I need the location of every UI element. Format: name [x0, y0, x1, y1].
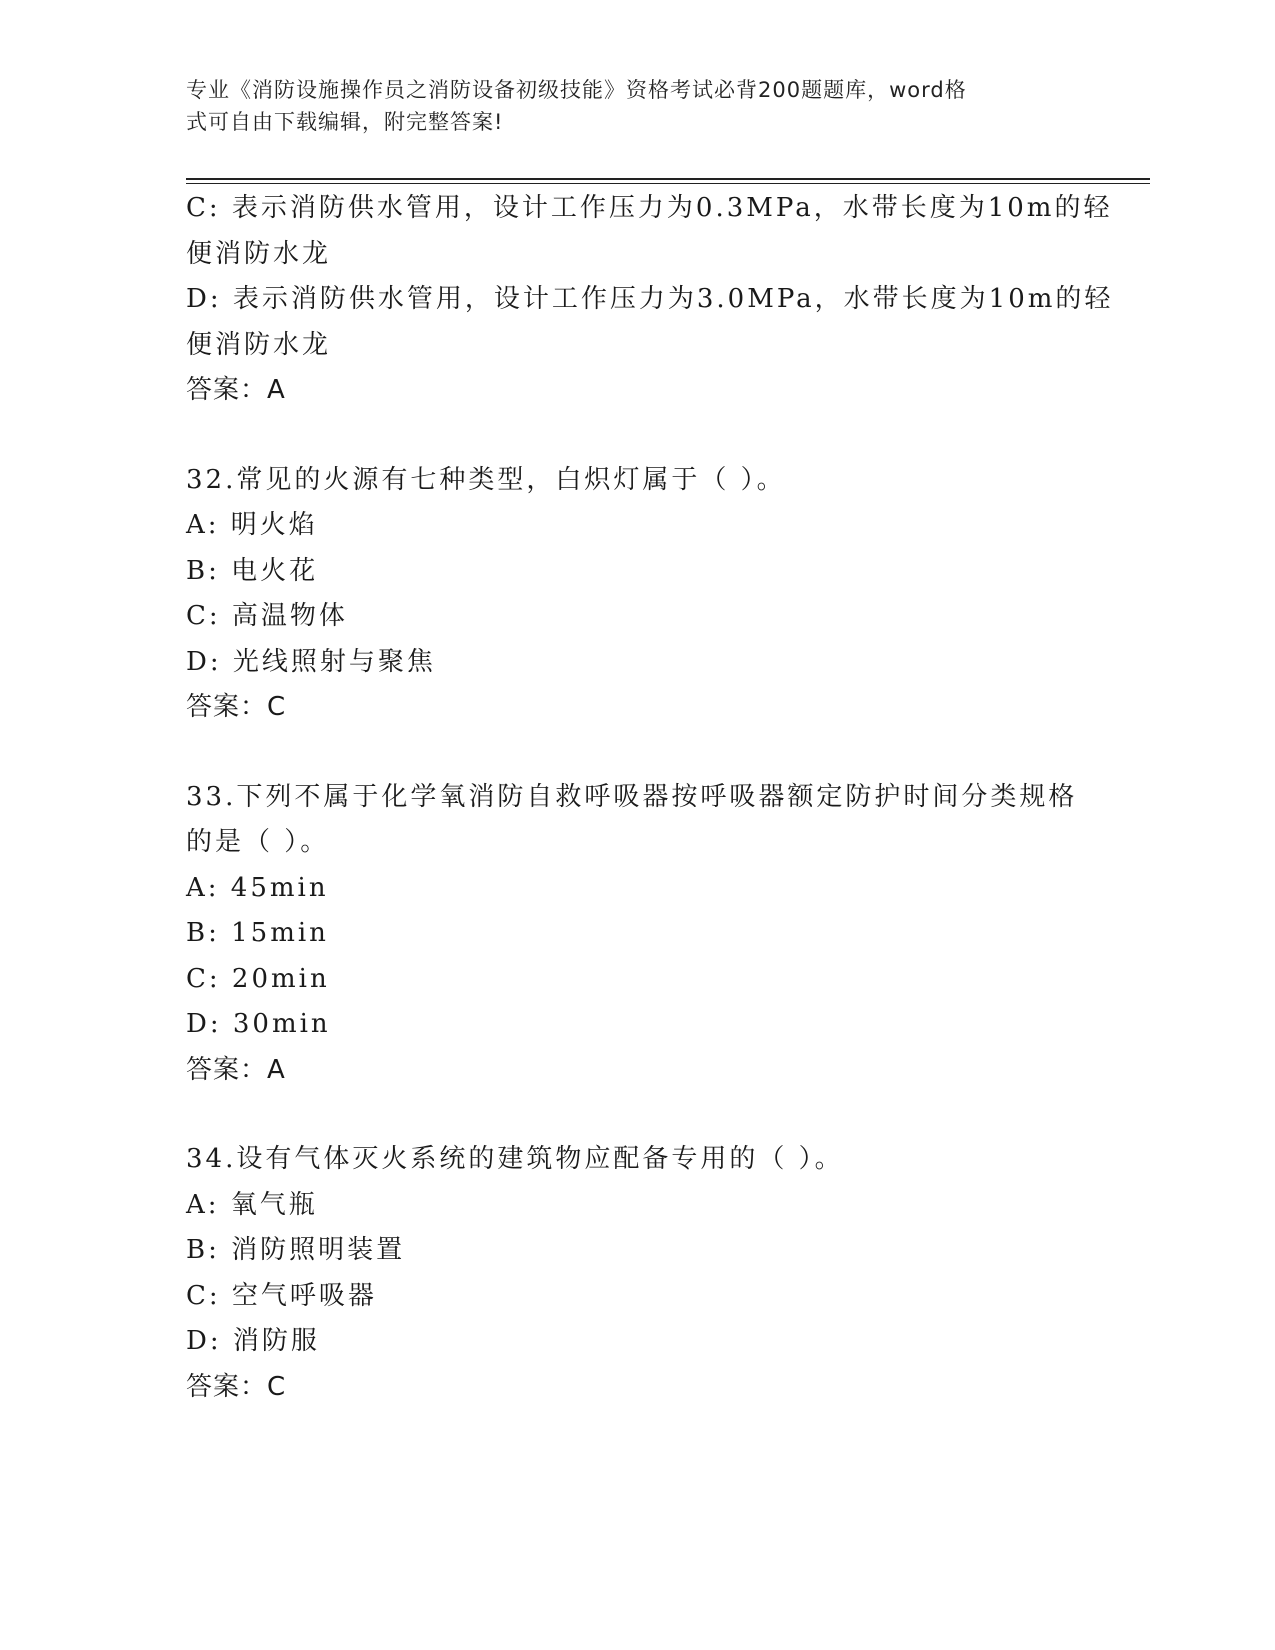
option-d: D: 光线照射与聚焦: [186, 646, 436, 677]
option-a: A: 明火焰: [186, 510, 318, 540]
answer: 答案：A: [186, 375, 286, 405]
page-header: [186, 74, 1066, 138]
header-line-1: 专业《消防设施操作员之消防设备初级技能》资格考试必背200题题库，word格: [186, 78, 967, 102]
question-text-line-1: 33.下列不属于化学氧消防自救呼吸器按呼吸器额定防护时间分类规格: [186, 781, 1078, 812]
question-31-continued: [186, 186, 1114, 414]
question-text: 32.常见的火源有七种类型，白炽灯属于（ ）。: [186, 464, 786, 495]
option-c: C: 20min: [186, 963, 330, 994]
option-d: D: 消防服: [186, 1326, 320, 1356]
answer: 答案：C: [186, 692, 287, 722]
question-content: [186, 186, 1114, 1410]
answer: 答案：A: [186, 1054, 286, 1085]
option-c: C: 高温物体: [186, 601, 348, 631]
spacer: [186, 414, 1086, 458]
question-33: [186, 775, 1086, 1094]
spacer: [186, 731, 1086, 775]
question-32: [186, 458, 1086, 731]
option-c-line-1: C: 表示消防供水管用，设计工作压力为0.3MPa，水带长度为10m的轻: [186, 193, 1113, 223]
option-a: A: 45min: [186, 872, 329, 903]
option-a: A: 氧气瓶: [186, 1189, 318, 1220]
header-rule-thin: [186, 183, 1150, 184]
header-rule-thick: [186, 178, 1150, 180]
question-text: 34.设有气体灭火系统的建筑物应配备专用的（ ）。: [186, 1144, 844, 1174]
option-d: D: 30min: [186, 1009, 331, 1039]
option-d-line-2: 便消防水龙: [186, 329, 332, 360]
option-d-line-1: D: 表示消防供水管用，设计工作压力为3.0MPa，水带长度为10m的轻: [186, 284, 1114, 314]
header-line-2: 式可自由下载编辑，附完整答案!: [186, 110, 504, 134]
option-b: B: 电火花: [186, 555, 319, 586]
question-text-line-2: 的是（ ）。: [186, 827, 330, 857]
option-b: B: 消防照明装置: [186, 1235, 406, 1265]
question-34: [186, 1137, 1086, 1410]
answer: 答案：C: [186, 1371, 287, 1402]
spacer: [186, 1093, 1086, 1137]
option-c-line-2: 便消防水龙: [186, 238, 332, 269]
option-b: B: 15min: [186, 918, 329, 948]
option-c: C: 空气呼吸器: [186, 1280, 377, 1311]
